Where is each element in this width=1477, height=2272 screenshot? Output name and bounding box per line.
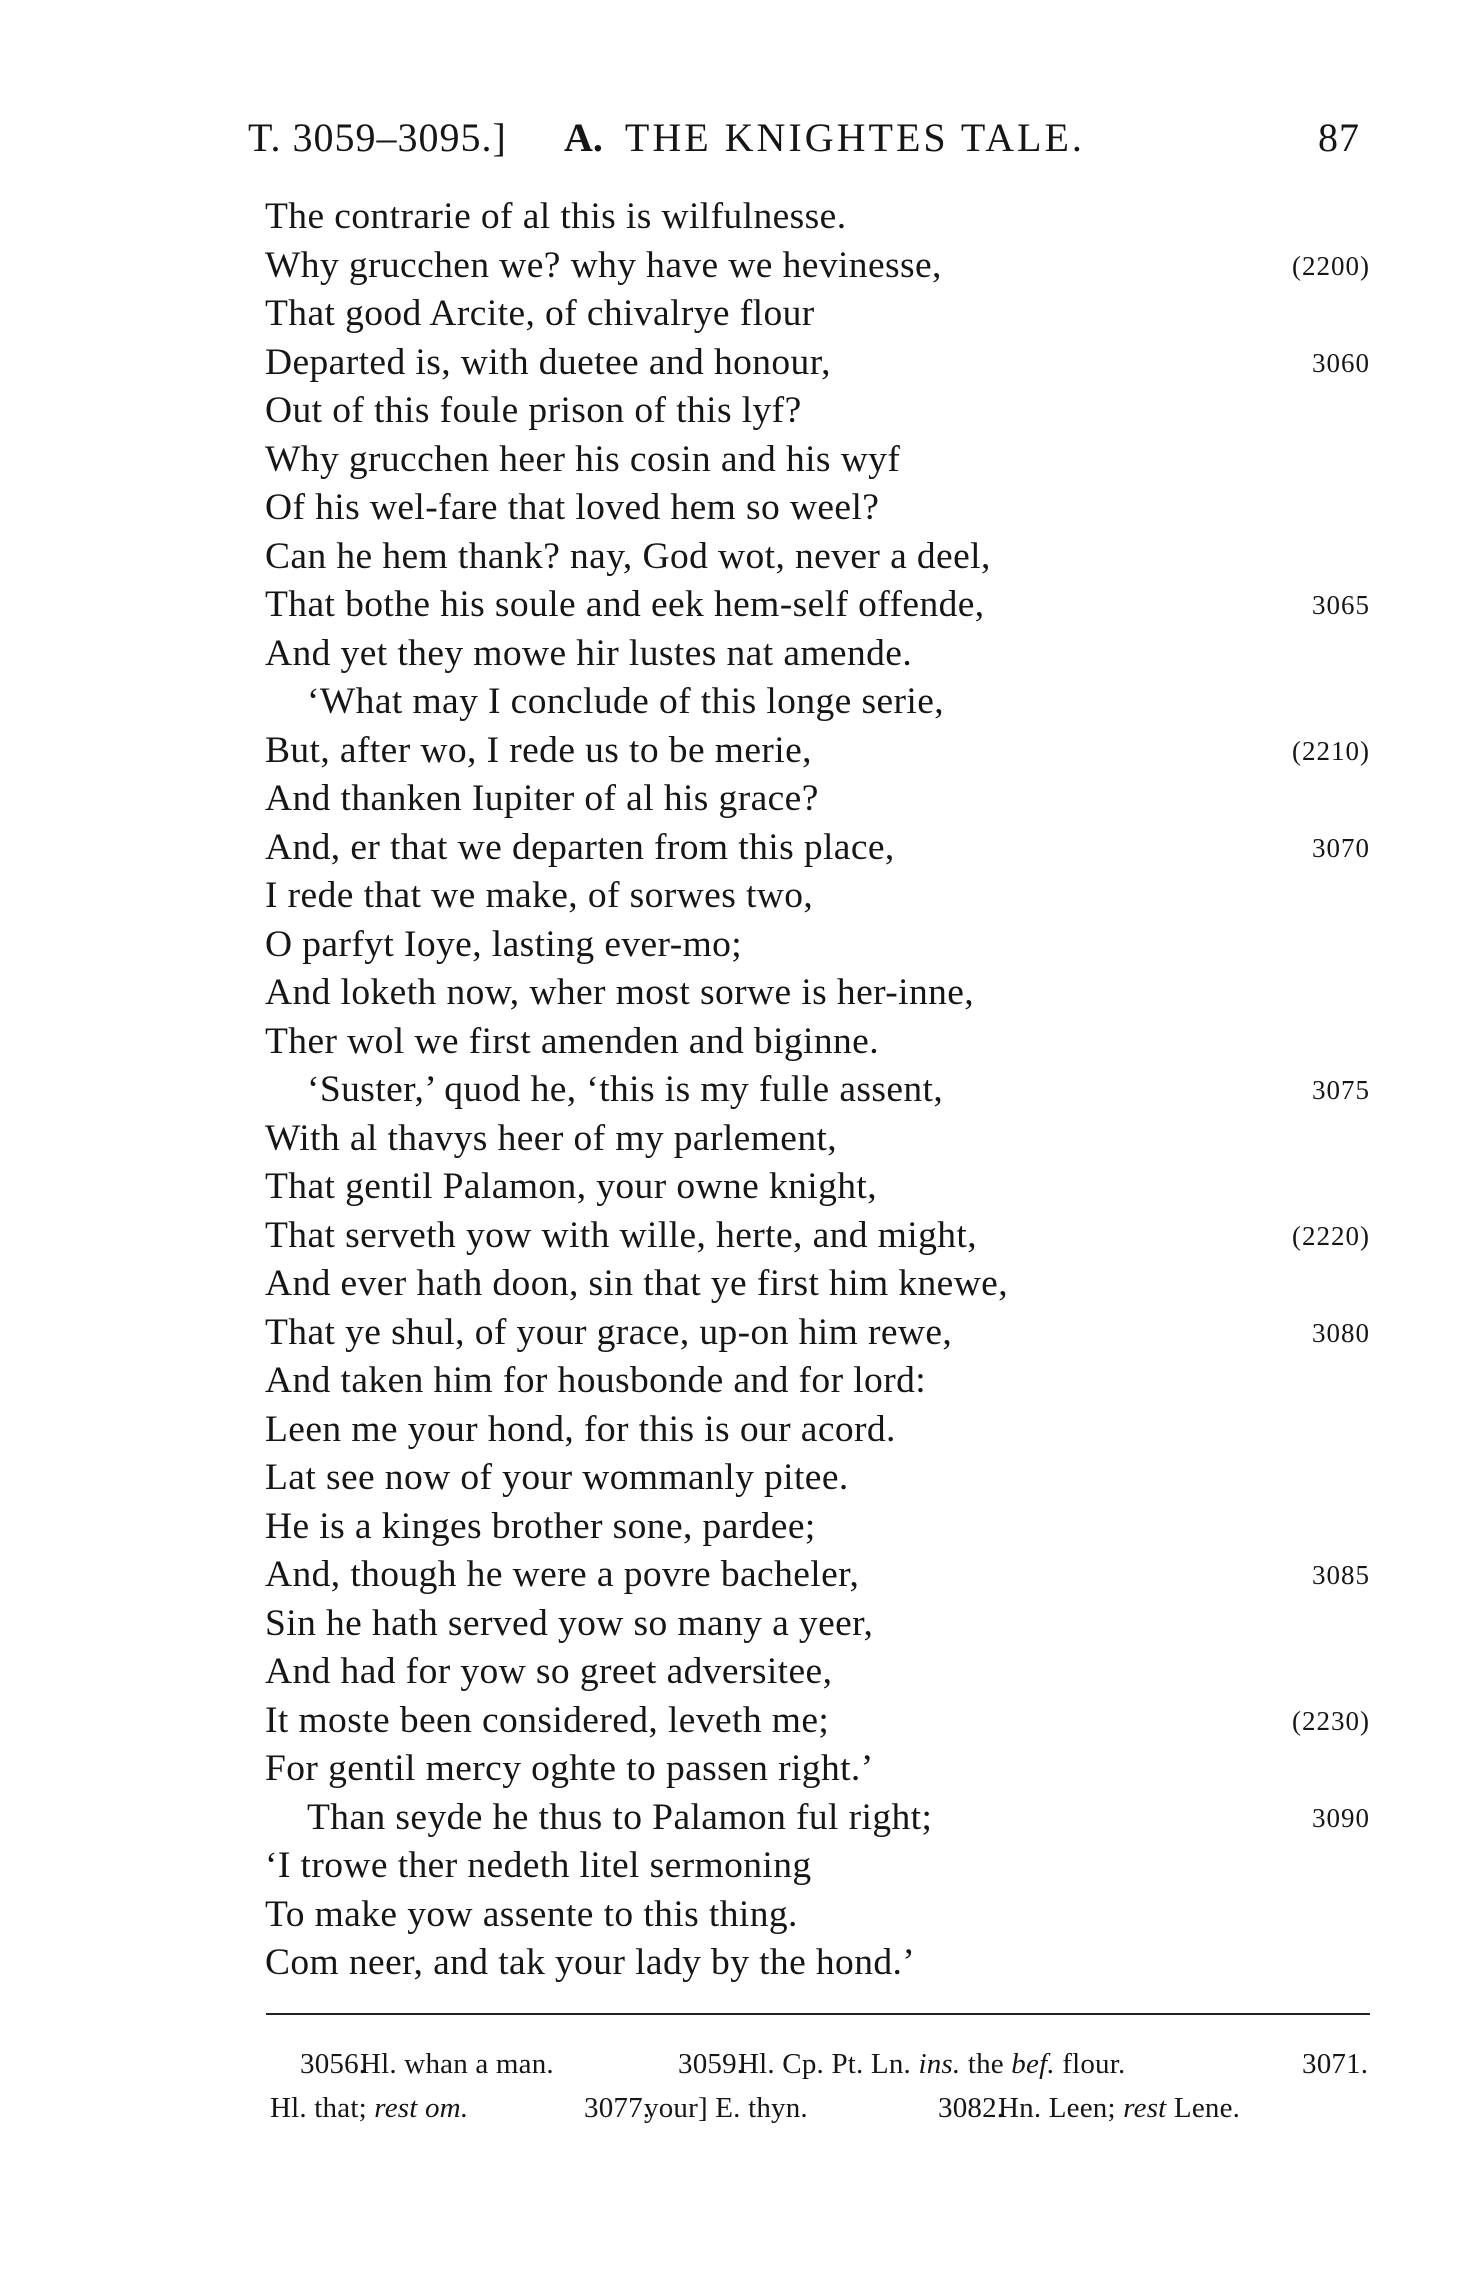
poem-line-text: Why grucchen we? why have we hevinesse, — [265, 244, 942, 286]
note-ref: 3082. — [938, 2092, 1005, 2124]
poem-line — [265, 1794, 1370, 1843]
poem-text — [265, 193, 1370, 1988]
poem-line — [265, 1163, 1370, 1212]
line-number: (2220) — [1292, 1220, 1370, 1251]
poem-line — [265, 1357, 1370, 1406]
poem-line-text: ‘I trowe ther nedeth litel sermoning — [265, 1845, 812, 1886]
poem-line-text: And yet they mowe hir lustes nat amende. — [265, 632, 913, 674]
poem-line — [265, 533, 1370, 582]
poem-line-text: And, though he were a povre bacheler, — [265, 1554, 860, 1595]
note-entry — [270, 2086, 468, 2130]
poem-line — [265, 484, 1370, 533]
poem-line-text: And loketh now, wher most sorwe is her-inne, — [265, 972, 975, 1013]
line-number: 3085 — [1312, 1560, 1370, 1590]
poem-line-text: I rede that we make, of sorwes two, — [265, 875, 814, 916]
note-abbrev: bef. — [1011, 2048, 1055, 2080]
poem-line-text: Than seyde he thus to Palamon ful right; — [307, 1796, 933, 1838]
poem-line-text: With al thavys heer of my parlement, — [265, 1117, 838, 1159]
poem-line — [265, 1939, 1370, 1988]
poem-line-text: That ye shul, of your grace, up-on him rewe, — [265, 1311, 953, 1353]
header-title-group — [564, 112, 1085, 164]
header-text-mark: A. — [564, 115, 603, 160]
running-header — [248, 112, 1360, 164]
poem-line-text: To make yow assente to this thing. — [265, 1893, 798, 1935]
poem-line-text: And had for yow so greet adversitee, — [265, 1651, 833, 1692]
poem-line — [265, 290, 1370, 339]
note-text: Hl. that; — [270, 2092, 367, 2124]
note-ref: 3056. — [300, 2048, 367, 2080]
poem-line-text: That bothe his soule and eek hem-self offende, — [265, 584, 985, 625]
poem-line — [265, 1212, 1370, 1261]
poem-line — [265, 775, 1370, 824]
poem-line — [265, 1406, 1370, 1455]
poem-line-text: That serveth yow with wille, herte, and might, — [265, 1214, 977, 1256]
note-row — [270, 2086, 1375, 2130]
poem-line — [265, 1745, 1370, 1794]
poem-line — [265, 1066, 1370, 1115]
poem-line — [265, 193, 1370, 242]
note-abbrev: rest — [1123, 2092, 1167, 2124]
note-text: Lene. — [1173, 2092, 1241, 2124]
poem-line — [265, 921, 1370, 970]
poem-line-text: He is a kinges brother sone, pardee; — [265, 1505, 816, 1547]
poem-line — [265, 242, 1370, 291]
note-text: Hn. Leen; — [998, 2092, 1116, 2124]
line-number: 3070 — [1312, 832, 1370, 863]
line-number: (2210) — [1292, 735, 1370, 766]
poem-line — [265, 872, 1370, 921]
note-row — [300, 2042, 1375, 2086]
note-ref: 3071. — [1302, 2048, 1369, 2080]
poem-line — [265, 387, 1370, 436]
poem-line-text: Out of this foule prison of this lyf? — [265, 390, 802, 431]
poem-line-text: But, after wo, I rede us to be merie, — [265, 729, 812, 771]
poem-line — [265, 630, 1370, 679]
poem-line — [265, 1454, 1370, 1503]
textual-notes — [270, 2042, 1375, 2130]
poem-line — [265, 1503, 1370, 1552]
poem-line-text: The contrarie of al this is wilfulnesse. — [265, 196, 847, 237]
poem-line-text: And ever hath doon, sin that ye first him knewe, — [265, 1263, 1008, 1304]
poem-line — [265, 824, 1370, 873]
poem-line — [265, 1891, 1370, 1940]
poem-line-text: ‘Suster,’ quod he, ‘this is my fulle assent, — [307, 1069, 944, 1110]
poem-line-text: Why grucchen heer his cosin and his wyf — [265, 438, 901, 480]
poem-line — [265, 1648, 1370, 1697]
poem-line — [265, 678, 1370, 727]
note-ref: 3077. — [584, 2092, 651, 2124]
note-text: the — [967, 2048, 1004, 2080]
header-line-range: T. 3059–3095.] — [248, 115, 507, 160]
poem-line-text: And, er that we departen from this place, — [265, 826, 895, 868]
poem-line-text: That good Arcite, of chivalrye flour — [265, 293, 815, 334]
line-number: 3065 — [1312, 590, 1370, 620]
header-title: THE KNIGHTES TALE. — [624, 115, 1085, 160]
poem-line-text: Lat see now of your wommanly pitee. — [265, 1457, 849, 1498]
poem-line — [265, 1842, 1370, 1891]
poem-line-text: Ther wol we first amenden and biginne. — [265, 1020, 879, 1062]
poem-line-text: Of his wel-fare that loved hem so weel? — [265, 487, 880, 528]
line-number: 3080 — [1312, 1317, 1370, 1348]
footnote-rule — [266, 2013, 1370, 2015]
poem-line-text: O parfyt Ioye, lasting ever-mo; — [265, 923, 743, 965]
poem-line — [265, 1260, 1370, 1309]
poem-line-text: Departed is, with duetee and honour, — [265, 341, 831, 383]
poem-line — [265, 969, 1370, 1018]
line-number: 3075 — [1312, 1075, 1370, 1105]
poem-line-text: And taken him for housbonde and for lord: — [265, 1360, 927, 1401]
poem-line — [265, 1697, 1370, 1746]
poem-line-text: Sin he hath served yow so many a yeer, — [265, 1602, 874, 1644]
poem-line-text: Leen me your hond, for this is our acord. — [265, 1408, 896, 1450]
poem-line-text: Can he hem thank? nay, God wot, never a deel, — [265, 535, 991, 577]
note-ref: 3059. — [678, 2048, 745, 2080]
poem-line-text: And thanken Iupiter of al his grace? — [265, 778, 819, 819]
poem-line — [265, 727, 1370, 776]
line-number: 3090 — [1312, 1802, 1370, 1833]
note-abbrev: ins. — [918, 2048, 961, 2080]
line-number: (2200) — [1292, 250, 1370, 281]
poem-line-text: ‘What may I conclude of this longe serie, — [307, 681, 945, 722]
poem-line — [265, 581, 1370, 630]
poem-line-text: That gentil Palamon, your owne knight, — [265, 1166, 877, 1207]
poem-line — [265, 1309, 1370, 1358]
poem-line — [265, 1600, 1370, 1649]
poem-line — [265, 1018, 1370, 1067]
line-number: 3060 — [1312, 347, 1370, 378]
note-text: your] E. thyn. — [644, 2092, 808, 2124]
poem-line — [265, 1551, 1370, 1600]
note-text: Hl. whan a man. — [360, 2048, 554, 2080]
poem-line — [265, 339, 1370, 388]
note-text: Hl. Cp. Pt. Ln. — [738, 2048, 911, 2080]
poem-line-text: It moste been considered, leveth me; — [265, 1699, 830, 1741]
note-entry — [998, 2086, 1240, 2130]
note-abbrev: rest om. — [374, 2092, 469, 2124]
poem-line — [265, 1115, 1370, 1164]
page-number: 87 — [1318, 115, 1360, 160]
poem-line — [265, 436, 1370, 485]
line-number: (2230) — [1292, 1705, 1370, 1736]
note-entry — [738, 2042, 1125, 2086]
poem-line-text: For gentil mercy oghte to passen right.’ — [265, 1748, 874, 1789]
note-text: flour. — [1062, 2048, 1126, 2080]
poem-line-text: Com neer, and tak your lady by the hond.’ — [265, 1942, 916, 1983]
